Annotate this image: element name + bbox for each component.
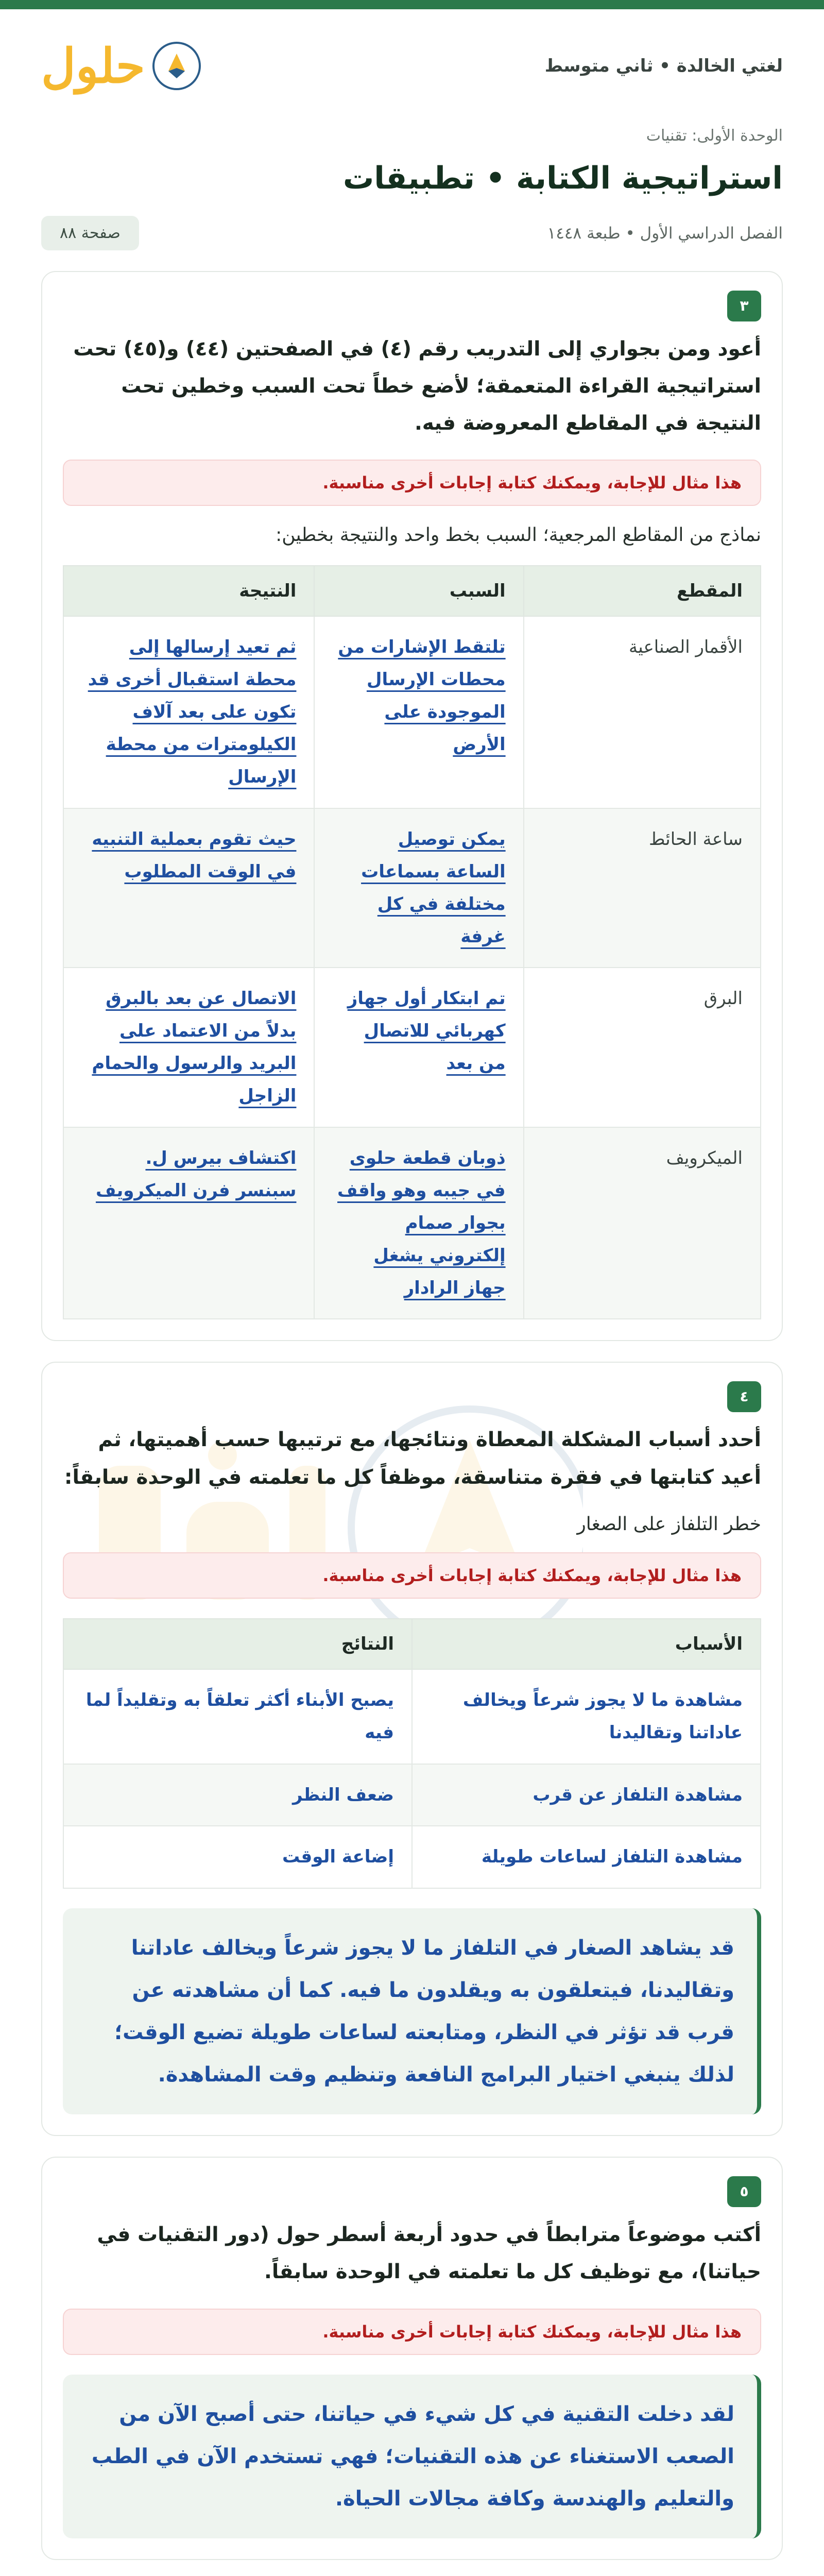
question-card-3 [41, 271, 783, 1341]
meta-row [41, 216, 783, 250]
section-cell: ساعة الحائط [524, 808, 761, 968]
cause-cell: مشاهدة التلفاز لساعات طويلة [412, 1826, 761, 1888]
edition-meta: الفصل الدراسي الأول • طبعة ١٤٤٨ [547, 224, 783, 243]
page-number-badge: صفحة ٨٨ [41, 216, 139, 250]
cause-effect-table [63, 565, 761, 1319]
section-cell: البرق [524, 968, 761, 1127]
question-text: أعود ومن بجواري إلى التدريب رقم (٤) في الصفحتين (٤٤) و(٤٥) تحت استراتيجية القراءة المتعمقة؛ لأضع خطاً تحت السبب وخطين تحت النتيجة في المقاطع المعروضة فيه. [73, 337, 761, 435]
result-cell: حيث تقوم بعملية التنبيه في الوقت المطلوب [63, 808, 314, 968]
cause-cell: مشاهدة التلفاز عن قرب [412, 1764, 761, 1826]
column-header-results: النتائج [63, 1619, 412, 1669]
subject-title: لغتي الخالدة • ثاني متوسط [544, 56, 783, 76]
unit-label: الوحدة الأولى: تقنيات [646, 127, 783, 145]
table-intro: نماذج من المقاطع المرجعية؛ السبب بخط واحد والنتيجة بخطين: [276, 524, 761, 546]
section-cell: الأقمار الصناعية [524, 616, 761, 808]
table-row [63, 1764, 761, 1826]
table-row [63, 1826, 761, 1888]
site-logo[interactable] [41, 38, 201, 94]
cause-cell: تلتقط الإشارات من محطات الإرسال الموجودة على الأرض [314, 616, 523, 808]
question-number-badge: ٣ [727, 291, 761, 321]
column-header-section: المقطع [524, 566, 761, 616]
result-cell: ثم تعيد إرسالها إلى محطة استقبال أخرى قد تكون على بعد آلاف الكيلومترات من محطة الإرسال [63, 616, 314, 808]
result-cell: إضاعة الوقت [63, 1826, 412, 1888]
answer-notice: هذا مثال للإجابة، ويمكنك كتابة إجابات أخرى مناسبة. [63, 1552, 761, 1599]
cause-cell: مشاهدة ما لا يجوز شرعاً ويخالف عاداتنا وتقاليدنا [412, 1669, 761, 1764]
cause-cell: يمكن توصيل الساعة بسماعات مختلفة في كل غرفة [314, 808, 523, 968]
result-cell: ضعف النظر [63, 1764, 412, 1826]
answer-notice: هذا مثال للإجابة، ويمكنك كتابة إجابات أخرى مناسبة. [63, 460, 761, 506]
question-number-badge: ٥ [727, 2176, 761, 2207]
question-text: أكتب موضوعاً مترابطاً في حدود أربعة أسطر حول (دور التقنيات في حياتنا)، مع توظيف كل ما تعلمته في الوحدة سابقاً. [97, 2223, 761, 2284]
page [0, 9, 824, 2576]
page-header [41, 9, 783, 123]
column-header-cause: السبب [314, 566, 523, 616]
table-row [63, 808, 761, 968]
question-text: أحدد أسباب المشكلة المعطاة ونتائجها، مع ترتيبها حسب أهميتها، ثم أعيد كتابتها في فقرة متناسقة، موظفاً كل ما تعلمته في الوحدة سابقاً: [64, 1428, 761, 1489]
column-header-result: النتيجة [63, 566, 314, 616]
top-accent-bar [0, 0, 824, 9]
question-number-badge: ٤ [727, 1381, 761, 1412]
answer-paragraph: قد يشاهد الصغار في التلفاز ما لا يجوز شرعاً ويخالف عاداتنا وتقاليدنا، فيتعلقون به ويقلدون ما فيه. كما أن مشاهدته عن قرب قد تؤثر في النظر، ومتابعته لساعات طويلة تضيع الوقت؛ لذلك ينبغي اختيار البرامج النافعة وتنظيم وقت المشاهدة. [63, 1908, 761, 2114]
answer-paragraph: لقد دخلت التقنية في كل شيء في حياتنا، حتى أصبح الآن من الصعب الاستغناء عن هذه التقنيات؛ فهي تستخدم الآن في الطب والتعليم والهندسة وكافة مجالات الحياة. [63, 2375, 761, 2538]
column-header-causes: الأسباب [412, 1619, 761, 1669]
result-cell: اكتشاف بيرس ل. سبنسر فرن الميكرويف [63, 1127, 314, 1319]
lesson-title: استراتيجية الكتابة • تطبيقات [342, 160, 783, 196]
causes-results-table [63, 1618, 761, 1889]
section-cell: الميكرويف [524, 1127, 761, 1319]
question-card-5 [41, 2157, 783, 2560]
topic-label: خطر التلفاز على الصغار [577, 1513, 761, 1535]
logo-badge-icon [152, 42, 201, 90]
answer-notice: هذا مثال للإجابة، ويمكنك كتابة إجابات أخرى مناسبة. [63, 2309, 761, 2355]
cause-cell: ذوبان قطعة حلوى في جيبه وهو واقف بجوار صمام إلكتروني يشغل جهاز الرادار [314, 1127, 523, 1319]
result-cell: الاتصال عن بعد بالبرق بدلاً من الاعتماد على البريد والرسول والحمام الزاجل [63, 968, 314, 1127]
table-row [63, 616, 761, 808]
table-row [63, 1669, 761, 1764]
question-card-4 [41, 1362, 783, 2136]
table-row [63, 1127, 761, 1319]
result-cell: يصبح الأبناء أكثر تعلقاً به وتقليداً لما فيه [63, 1669, 412, 1764]
logo-text: حلول [41, 38, 145, 94]
table-row [63, 968, 761, 1127]
cause-cell: تم ابتكار أول جهاز كهربائي للاتصال من بعد [314, 968, 523, 1127]
